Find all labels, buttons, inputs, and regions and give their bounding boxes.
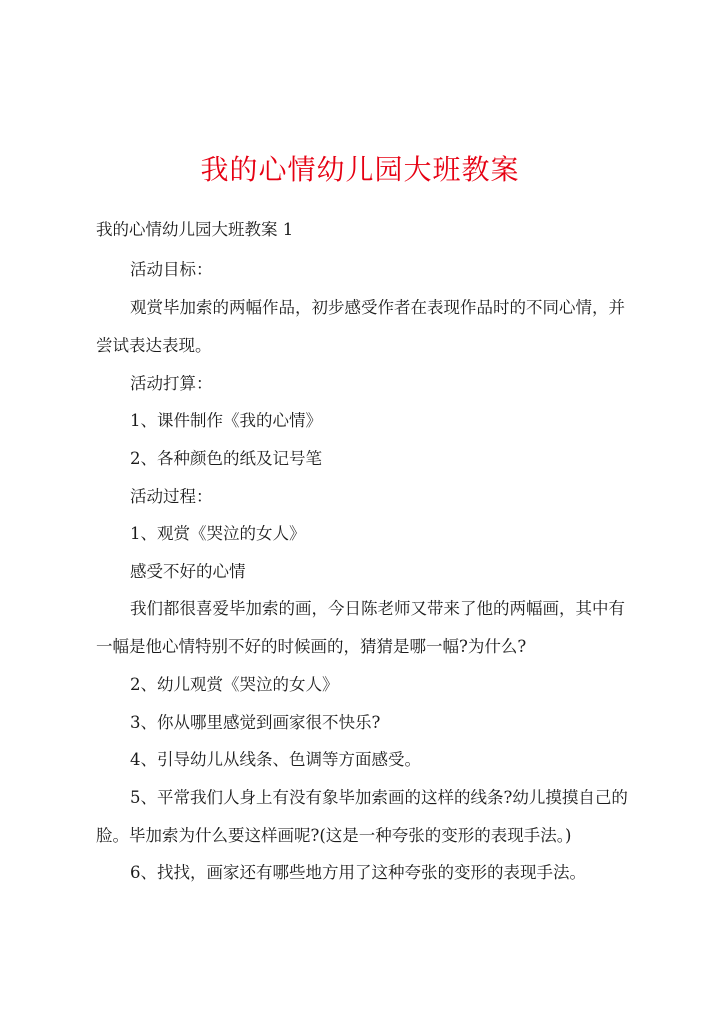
paragraph-line: 观赏毕加索的两幅作品，初步感受作者在表现作品时的不同心情，并 [130, 298, 625, 317]
section-heading-process: 活动过程： [130, 487, 213, 506]
list-item: 2、各种颜色的纸及记号笔 [130, 449, 322, 468]
list-item: 5、平常我们人身上有没有象毕加索画的这样的线条?幼儿摸摸自己的 [130, 788, 628, 807]
paragraph-line: 尝试表达表现。 [96, 336, 212, 355]
list-item: 1、观赏《哭泣的女人》 [130, 524, 306, 543]
paragraph-line: 感受不好的心情 [130, 562, 246, 581]
list-item: 3、你从哪里感觉到画家很不快乐? [130, 713, 381, 732]
paragraph-line: 一幅是他心情特别不好的时候画的，猜猜是哪一幅?为什么? [96, 637, 527, 656]
section-heading-preparation: 活动打算： [130, 374, 213, 393]
document-subtitle: 我的心情幼儿园大班教案 1 [96, 220, 294, 239]
list-item: 2、幼儿观赏《哭泣的女人》 [130, 675, 339, 694]
list-item: 4、引导幼儿从线条、色调等方面感受。 [130, 750, 421, 769]
paragraph-line: 我们都很喜爱毕加索的画，今日陈老师又带来了他的两幅画，其中有 [130, 599, 625, 618]
paragraph-line: 脸。毕加索为什么要这样画呢?(这是一种夸张的变形的表现手法。) [96, 826, 572, 845]
document-title: 我的心情幼儿园大班教案 [200, 153, 520, 186]
section-heading-goals: 活动目标： [130, 260, 213, 279]
list-item: 1、课件制作《我的心情》 [130, 411, 322, 430]
list-item: 6、找找，画家还有哪些地方用了这种夸张的变形的表现手法。 [130, 863, 586, 882]
